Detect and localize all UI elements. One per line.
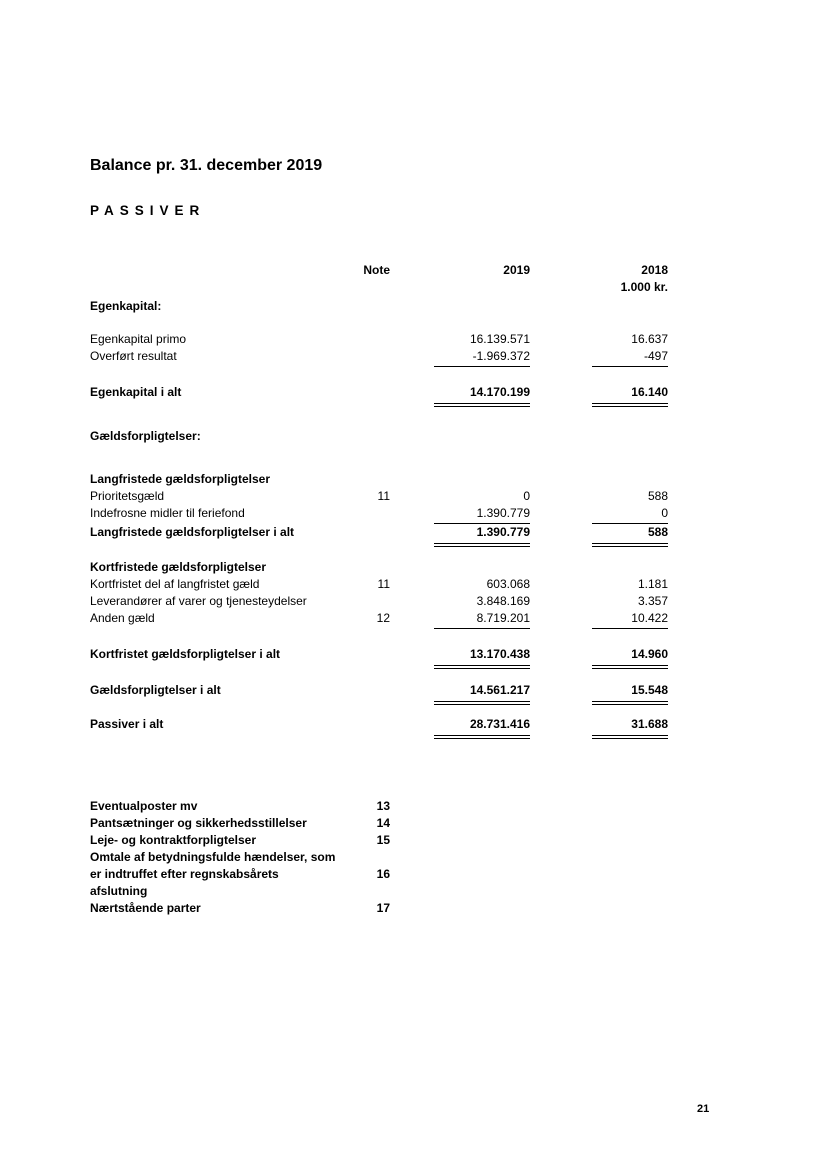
row-label: Indefrosne midler til feriefond — [90, 506, 245, 520]
table-header-row — [90, 262, 668, 279]
unit-label: 1.000 kr. — [620, 280, 668, 294]
row-note: 11 — [377, 489, 390, 503]
note-reference-row — [90, 900, 668, 917]
row-label: Leverandører af varer og tjenesteydelser — [90, 594, 307, 608]
value-2019-cell — [390, 682, 530, 705]
year-2019-header: 2019 — [503, 263, 530, 277]
value-2019-cell — [390, 331, 530, 348]
value-2019-cell — [390, 610, 530, 629]
row-note — [360, 348, 390, 367]
table-total-row — [90, 384, 668, 401]
note-number: 16 — [376, 867, 390, 881]
table-row — [90, 576, 668, 593]
value-2018-cell — [530, 682, 668, 705]
value-2019: 1.390.779 — [434, 524, 530, 547]
value-2019: 8.719.201 — [434, 610, 530, 629]
table-total-row — [90, 716, 668, 733]
row-note — [360, 524, 390, 547]
table-row — [90, 348, 668, 365]
notes-references — [90, 798, 668, 917]
value-2018-cell — [530, 576, 668, 593]
note-number: 14 — [376, 816, 390, 830]
balance-table — [90, 262, 668, 733]
note-label: er indtruffet efter regnskabsårets — [90, 867, 279, 881]
note-reference-row — [90, 815, 668, 832]
note-reference-row — [90, 832, 668, 849]
row-label: Passiver i alt — [90, 717, 164, 731]
value-2019: 0 — [523, 489, 530, 503]
table-row — [90, 610, 668, 627]
value-2019: -1.969.372 — [434, 348, 530, 367]
value-2018-cell — [530, 348, 668, 367]
value-2019-cell — [390, 524, 530, 547]
value-2019: 28.731.416 — [434, 716, 530, 739]
value-2018: -497 — [592, 348, 668, 367]
value-2018-cell — [530, 384, 668, 407]
value-2018: 3.357 — [637, 594, 668, 608]
value-2019: 16.139.571 — [469, 332, 530, 346]
year-2019-header-cell — [390, 262, 530, 279]
value-2018-cell — [530, 505, 668, 524]
row-note — [360, 646, 390, 669]
value-2018-cell — [530, 524, 668, 547]
row-label: Egenkapital: — [90, 299, 162, 313]
value-2018-cell — [530, 646, 668, 669]
row-label: Kortfristet gældsforpligtelser i alt — [90, 647, 281, 661]
value-2018-cell — [530, 488, 668, 505]
table-row — [90, 471, 668, 488]
note-label: Omtale af betydningsfulde hændelser, som — [90, 850, 336, 864]
table-row — [90, 331, 668, 348]
row-label: Langfristede gældsforpligtelser — [90, 472, 271, 486]
value-2019: 603.068 — [486, 577, 530, 591]
row-label: Overført resultat — [90, 349, 177, 363]
row-note — [360, 593, 390, 610]
note-number: 13 — [376, 799, 390, 813]
row-label: Kortfristet del af langfristet gæld — [90, 577, 260, 591]
row-note — [360, 505, 390, 524]
value-2019-cell — [390, 593, 530, 610]
value-2019: 14.561.217 — [434, 682, 530, 705]
table-row — [90, 428, 668, 445]
value-2019: 3.848.169 — [476, 594, 530, 608]
page-content — [90, 156, 668, 917]
note-number — [360, 883, 390, 900]
row-label: Prioritetsgæld — [90, 489, 165, 503]
value-2019-cell — [390, 348, 530, 367]
row-note — [360, 384, 390, 407]
row-note — [360, 682, 390, 705]
note-number: 17 — [376, 901, 390, 915]
value-2018-cell — [530, 610, 668, 629]
table-row — [90, 559, 668, 576]
row-label: Kortfristede gældsforpligtelser — [90, 560, 267, 574]
row-note: 12 — [376, 611, 390, 625]
value-2018: 1.181 — [637, 577, 668, 591]
value-2018: 588 — [592, 524, 668, 547]
value-2019: 14.170.199 — [434, 384, 530, 407]
value-2018: 588 — [647, 489, 668, 503]
note-label: Eventualposter mv — [90, 799, 198, 813]
row-label: Langfristede gældsforpligtelser i alt — [90, 525, 295, 539]
value-2019-cell — [390, 384, 530, 407]
value-2018-cell — [530, 331, 668, 348]
table-row — [90, 593, 668, 610]
note-number: 15 — [376, 833, 390, 847]
note-reference-row — [90, 883, 668, 900]
value-2018: 16.140 — [592, 384, 668, 407]
row-label: Gældsforpligtelser i alt — [90, 683, 221, 697]
value-2019-cell — [390, 646, 530, 669]
passiver-heading: PASSIVER — [90, 203, 206, 218]
value-2018: 15.548 — [592, 682, 668, 705]
value-2019: 1.390.779 — [434, 505, 530, 524]
note-reference-row — [90, 849, 668, 866]
note-label: Nærtstående parter — [90, 901, 201, 915]
value-2018: 31.688 — [592, 716, 668, 739]
row-label: Egenkapital i alt — [90, 385, 182, 399]
note-label: Leje- og kontraktforpligtelser — [90, 833, 257, 847]
note-column-header: Note — [363, 263, 390, 277]
table-row — [90, 488, 668, 505]
value-2019: 13.170.438 — [434, 646, 530, 669]
value-2018: 14.960 — [592, 646, 668, 669]
page-title: Balance pr. 31. december 2019 — [90, 157, 323, 174]
row-note: 11 — [377, 577, 390, 591]
value-2018: 0 — [592, 505, 668, 524]
note-label: afslutning — [90, 884, 148, 898]
value-2018: 16.637 — [631, 332, 668, 346]
note-reference-row — [90, 798, 668, 815]
table-row — [90, 298, 668, 315]
table-unit-row — [90, 279, 668, 296]
value-2018-cell — [530, 593, 668, 610]
note-reference-row — [90, 866, 668, 883]
table-total-row — [90, 524, 668, 541]
table-total-row — [90, 682, 668, 699]
row-label: Anden gæld — [90, 611, 155, 625]
note-label: Pantsætninger og sikkerhedsstillelser — [90, 816, 307, 830]
value-2019-cell — [390, 488, 530, 505]
unit-cell — [530, 279, 668, 296]
value-2018-cell — [530, 716, 668, 739]
row-note — [360, 331, 390, 348]
year-2018-header-cell — [530, 262, 668, 279]
table-total-row — [90, 646, 668, 663]
value-2019-cell — [390, 576, 530, 593]
value-2018: 10.422 — [592, 610, 668, 629]
page-number: 21 — [697, 1103, 710, 1115]
row-label: Gældsforpligtelser: — [90, 429, 201, 443]
row-label: Egenkapital primo — [90, 332, 187, 346]
row-note — [360, 716, 390, 739]
value-2019-cell — [390, 505, 530, 524]
year-2018-header: 2018 — [641, 263, 668, 277]
note-number — [360, 849, 390, 866]
value-2019-cell — [390, 716, 530, 739]
table-row — [90, 505, 668, 522]
